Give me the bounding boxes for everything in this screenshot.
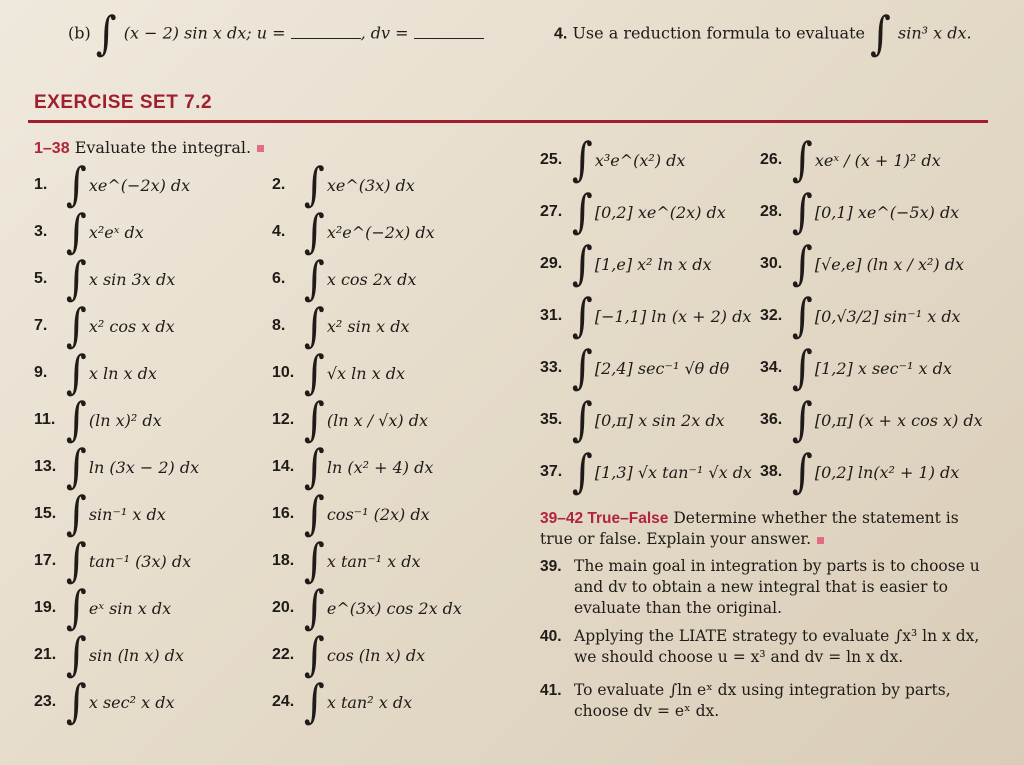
problem-item bbox=[34, 346, 157, 400]
integral-sign-icon: ∫ bbox=[304, 393, 325, 447]
problem-item bbox=[34, 487, 166, 541]
problem-expression: [0,π] x sin 2x dx bbox=[594, 410, 725, 430]
integral-sign-icon: ∫ bbox=[66, 158, 87, 212]
problem-number: 4. bbox=[272, 223, 286, 240]
problem-number: 35. bbox=[540, 411, 563, 428]
problem-item bbox=[272, 393, 428, 447]
integral-sign-icon: ∫ bbox=[792, 289, 813, 343]
problem-item bbox=[34, 675, 175, 729]
problem-expression: [0,2] xe^(2x) dx bbox=[594, 202, 726, 222]
integral-sign-icon: ∫ bbox=[66, 675, 87, 729]
integral-sign-icon: ∫ bbox=[792, 393, 813, 447]
integral-sign-icon: ∫ bbox=[304, 158, 325, 212]
problem-number: 3. bbox=[34, 223, 48, 240]
integral-sign-icon: ∫ bbox=[304, 581, 325, 635]
integral-sign-icon: ∫ bbox=[66, 205, 87, 259]
top-item-4: 4. Use a reduction formula to evaluate ∫ sin³ x dx. bbox=[554, 7, 972, 61]
problem-expression: [0,1] xe^(−5x) dx bbox=[814, 202, 960, 222]
problem-number: 25. bbox=[540, 151, 563, 168]
problem-expression: x²e^(−2x) dx bbox=[326, 222, 435, 242]
title-rule bbox=[28, 120, 988, 123]
problem-number: 38. bbox=[760, 463, 783, 480]
problem-number: 20. bbox=[272, 599, 295, 616]
integral-sign-icon: ∫ bbox=[572, 185, 593, 239]
problem-number: 14. bbox=[272, 458, 295, 475]
problem-expression: eˣ sin x dx bbox=[88, 598, 172, 618]
exercise-set-title: EXERCISE SET 7.2 bbox=[34, 92, 213, 113]
problem-item bbox=[760, 341, 952, 395]
problem-expression: [1,3] √x tan⁻¹ √x dx bbox=[594, 462, 752, 482]
problem-number: 36. bbox=[760, 411, 783, 428]
problem-expression: x sec² x dx bbox=[88, 692, 175, 712]
problem-expression: [1,e] x² ln x dx bbox=[594, 254, 712, 274]
integral-sign-icon: ∫ bbox=[304, 628, 325, 682]
problem-expression: x² sin x dx bbox=[326, 316, 410, 336]
problem-number: 28. bbox=[760, 203, 783, 220]
integral-sign-icon: ∫ bbox=[792, 133, 813, 187]
integral-sign-icon: ∫ bbox=[66, 440, 87, 494]
problem-item bbox=[540, 393, 725, 447]
problem-number: 30. bbox=[760, 255, 783, 272]
problem-number: 24. bbox=[272, 693, 295, 710]
integral-sign-icon: ∫ bbox=[792, 237, 813, 291]
problem-item bbox=[760, 237, 964, 291]
problem-number: 2. bbox=[272, 176, 286, 193]
problem-item bbox=[272, 299, 410, 353]
problem-number: 13. bbox=[34, 458, 57, 475]
problem-item bbox=[34, 252, 176, 306]
problem-number: 18. bbox=[272, 552, 295, 569]
problem-number: 5. bbox=[34, 270, 48, 287]
integral-sign-icon: ∫ bbox=[304, 299, 325, 353]
square-marker-icon bbox=[817, 537, 824, 544]
problem-item bbox=[272, 205, 435, 259]
integral-sign-icon: ∫ bbox=[66, 628, 87, 682]
integral-sign-icon: ∫ bbox=[66, 346, 87, 400]
integral-sign-icon: ∫ bbox=[304, 675, 325, 729]
problem-number: 9. bbox=[34, 364, 48, 381]
problem-number: 19. bbox=[34, 599, 57, 616]
problem-item bbox=[34, 628, 184, 682]
integral-sign-icon: ∫ bbox=[304, 346, 325, 400]
section-instruction: 1–38 Evaluate the integral. bbox=[34, 138, 264, 158]
true-false-number: 40. bbox=[540, 628, 562, 645]
answer-blank-dv bbox=[414, 38, 484, 39]
problem-expression: [1,2] x sec⁻¹ x dx bbox=[814, 358, 952, 378]
integral-sign-icon: ∫ bbox=[66, 487, 87, 541]
problem-item bbox=[34, 205, 144, 259]
problem-number: 31. bbox=[540, 307, 563, 324]
problem-expression: [2,4] sec⁻¹ √θ dθ bbox=[594, 358, 730, 378]
problem-number: 6. bbox=[272, 270, 286, 287]
problem-expression: x sin 3x dx bbox=[88, 269, 176, 289]
problem-number: 23. bbox=[34, 693, 57, 710]
problem-expression: [0,π] (x + x cos x) dx bbox=[814, 410, 983, 430]
problem-expression: (ln x / √x) dx bbox=[326, 410, 428, 430]
problem-item bbox=[760, 133, 941, 187]
problem-item bbox=[34, 158, 191, 212]
integral-sign-icon: ∫ bbox=[572, 445, 593, 499]
problem-expression: x tan⁻¹ x dx bbox=[326, 551, 421, 571]
true-false-item bbox=[540, 626, 990, 668]
problem-expression: √x ln x dx bbox=[326, 363, 406, 383]
integral-sign-icon: ∫ bbox=[66, 299, 87, 353]
integral-sign-icon: ∫ bbox=[66, 534, 87, 588]
problem-expression: x²eˣ dx bbox=[88, 222, 144, 242]
integral-sign-icon: ∫ bbox=[95, 7, 117, 61]
true-false-item bbox=[540, 680, 990, 722]
true-false-item bbox=[540, 556, 990, 619]
integral-sign-icon: ∫ bbox=[792, 185, 813, 239]
true-false-text: Applying the LIATE strategy to evaluate ∫x³ ln x dx, we should choose u = x³ and dv = ln x dx. bbox=[574, 627, 980, 666]
integral-sign-icon: ∫ bbox=[66, 252, 87, 306]
integral-sign-icon: ∫ bbox=[572, 341, 593, 395]
problem-item bbox=[34, 440, 200, 494]
problem-expression: ln (x² + 4) dx bbox=[326, 457, 434, 477]
problem-item bbox=[272, 346, 406, 400]
problem-item bbox=[272, 487, 430, 541]
problem-number: 26. bbox=[760, 151, 783, 168]
problem-item bbox=[34, 581, 172, 635]
problem-expression: xeˣ / (x + 1)² dx bbox=[814, 150, 941, 170]
problem-expression: x² cos x dx bbox=[88, 316, 175, 336]
integral-sign-icon: ∫ bbox=[66, 581, 87, 635]
problem-expression: ln (3x − 2) dx bbox=[88, 457, 200, 477]
problem-item bbox=[760, 289, 961, 343]
integral-sign-icon: ∫ bbox=[304, 205, 325, 259]
problem-item bbox=[272, 628, 426, 682]
integral-sign-icon: ∫ bbox=[792, 341, 813, 395]
problem-number: 37. bbox=[540, 463, 563, 480]
problem-number: 27. bbox=[540, 203, 563, 220]
problem-item bbox=[540, 341, 730, 395]
problem-number: 32. bbox=[760, 307, 783, 324]
problem-item bbox=[272, 440, 434, 494]
problem-number: 11. bbox=[34, 411, 56, 428]
problem-item bbox=[540, 445, 752, 499]
part-b: (b) ∫ (x − 2) sin x dx; u = , dv = bbox=[68, 14, 484, 54]
problem-item bbox=[540, 185, 726, 239]
problem-item bbox=[272, 581, 462, 635]
problem-item bbox=[540, 289, 752, 343]
problem-number: 1. bbox=[34, 176, 48, 193]
problem-expression: tan⁻¹ (3x) dx bbox=[88, 551, 192, 571]
answer-blank-u bbox=[291, 38, 361, 39]
problem-expression: [0,2] ln(x² + 1) dx bbox=[814, 462, 960, 482]
integral-sign-icon: ∫ bbox=[572, 393, 593, 447]
problem-item bbox=[272, 252, 417, 306]
problem-expression: cos (ln x) dx bbox=[326, 645, 426, 665]
problem-expression: [0,√3/2] sin⁻¹ x dx bbox=[814, 306, 961, 326]
problem-number: 8. bbox=[272, 317, 286, 334]
problem-item bbox=[540, 237, 712, 291]
problem-expression: cos⁻¹ (2x) dx bbox=[326, 504, 430, 524]
problem-expression: x cos 2x dx bbox=[326, 269, 417, 289]
problem-item bbox=[272, 158, 415, 212]
problem-expression: (ln x)² dx bbox=[88, 410, 162, 430]
problem-expression: sin⁻¹ x dx bbox=[88, 504, 166, 524]
problem-number: 22. bbox=[272, 646, 295, 663]
problem-item bbox=[34, 534, 192, 588]
true-false-number: 39. bbox=[540, 558, 562, 575]
true-false-text: The main goal in integration by parts is to choose u and dv to obtain a new integral that is easier to evaluate than the original. bbox=[574, 557, 980, 617]
problem-expression: xe^(3x) dx bbox=[326, 175, 415, 195]
integral-sign-icon: ∫ bbox=[304, 440, 325, 494]
true-false-number: 41. bbox=[540, 682, 562, 699]
integral-sign-icon: ∫ bbox=[572, 289, 593, 343]
problem-expression: e^(3x) cos 2x dx bbox=[326, 598, 462, 618]
integral-sign-icon: ∫ bbox=[304, 487, 325, 541]
square-marker-icon bbox=[257, 145, 264, 152]
problem-item bbox=[272, 675, 413, 729]
problem-expression: x tan² x dx bbox=[326, 692, 413, 712]
integral-sign-icon: ∫ bbox=[572, 133, 593, 187]
problem-expression: x ln x dx bbox=[88, 363, 157, 383]
integral-sign-icon: ∫ bbox=[304, 534, 325, 588]
problem-item bbox=[760, 393, 983, 447]
problem-number: 12. bbox=[272, 411, 295, 428]
problem-number: 17. bbox=[34, 552, 57, 569]
problem-expression: x³e^(x²) dx bbox=[594, 150, 686, 170]
problem-item bbox=[540, 133, 686, 187]
true-false-header: 39–42 True–False Determine whether the statement is true or false. Explain your answer. bbox=[540, 509, 959, 548]
integral-sign-icon: ∫ bbox=[304, 252, 325, 306]
integral-sign-icon: ∫ bbox=[792, 445, 813, 499]
problem-expression: xe^(−2x) dx bbox=[88, 175, 191, 195]
problem-number: 7. bbox=[34, 317, 48, 334]
integral-sign-icon: ∫ bbox=[572, 237, 593, 291]
problem-item bbox=[34, 299, 175, 353]
problem-number: 16. bbox=[272, 505, 295, 522]
problem-expression: [−1,1] ln (x + 2) dx bbox=[594, 306, 752, 326]
problem-item bbox=[760, 185, 960, 239]
problem-item bbox=[272, 534, 421, 588]
problem-expression: sin (ln x) dx bbox=[88, 645, 184, 665]
problem-number: 34. bbox=[760, 359, 783, 376]
problem-number: 21. bbox=[34, 646, 57, 663]
problem-number: 33. bbox=[540, 359, 563, 376]
problem-expression: [√e,e] (ln x / x²) dx bbox=[814, 254, 964, 274]
problem-number: 10. bbox=[272, 364, 295, 381]
integral-sign-icon: ∫ bbox=[66, 393, 87, 447]
problem-item bbox=[34, 393, 162, 447]
integral-sign-icon: ∫ bbox=[870, 7, 891, 61]
problem-number: 15. bbox=[34, 505, 57, 522]
true-false-text: To evaluate ∫ln eˣ dx using integration by parts, choose dv = eˣ dx. bbox=[574, 681, 951, 720]
problem-item bbox=[760, 445, 960, 499]
problem-number: 29. bbox=[540, 255, 563, 272]
